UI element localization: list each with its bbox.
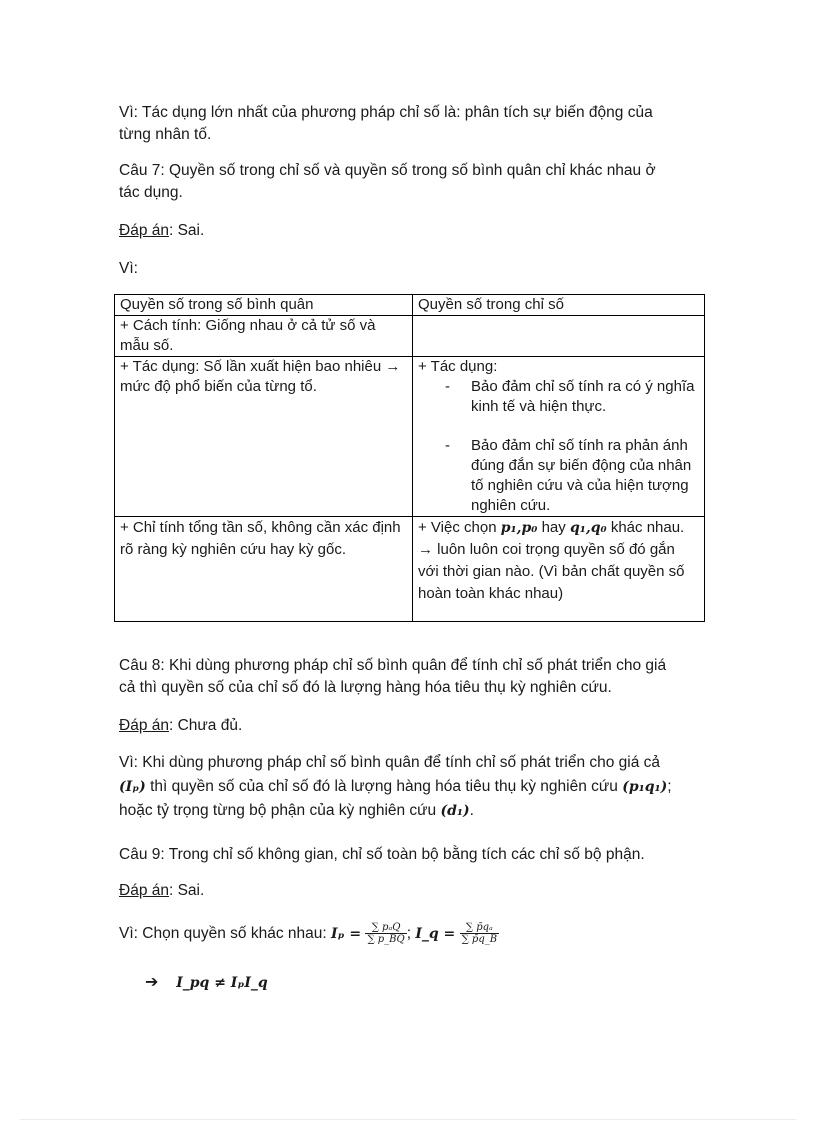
answer-label: Đáp án — [119, 222, 169, 239]
dash-bullet-icon: - — [445, 437, 450, 454]
math-symbol: I_q = — [415, 926, 456, 942]
fraction-denominator: ∑ p̄q_B — [461, 934, 498, 946]
conclusion-formula: I_pq ≠ IₚI_q — [176, 975, 268, 991]
list-item-text: Bảo đảm chỉ số tính ra phản ánh đúng đắn sự biến động của nhân tố nghiên cứu và của hiện tượng nghiên cứu. — [471, 437, 692, 514]
list-item-text: Bảo đảm chỉ số tính ra có ý nghĩa kinh tế và hiện thực. — [471, 378, 695, 415]
math-symbol: Iₚ = — [330, 926, 362, 942]
question-8-line-1: Câu 8: Khi dùng phương pháp chỉ số bình quân để tính chỉ số phát triển cho giá — [119, 657, 667, 674]
answer-value: : Sai. — [168, 222, 205, 239]
table-header-row — [115, 295, 705, 316]
explanation-text: Vì: Khi dùng phương pháp chỉ số bình quân để tính chỉ số phát triển cho giá cả — [119, 754, 661, 771]
page-divider — [20, 1119, 796, 1120]
question-8-explanation — [119, 751, 699, 823]
table-header-cell: Quyền số trong số bình quân — [115, 295, 413, 316]
arrow-icon: ➔ — [145, 974, 159, 991]
list-item — [418, 436, 699, 516]
fraction-numerator: ∑ p̄qₐ — [460, 922, 499, 934]
table-cell-text: → luôn luôn coi trọng quyền số đó gắn với thời gian nào. (Vì bản chất quyền số hoàn toàn khác nhau) — [418, 541, 685, 602]
math-symbol: q₁,q₀ — [569, 520, 607, 536]
question-9-answer — [119, 880, 699, 902]
question-7-line-2: tác dụng. — [119, 184, 183, 201]
explanation-text: Vì: Chọn quyền số khác nhau: — [119, 925, 331, 942]
question-9-explanation — [119, 917, 699, 951]
table-cell-empty — [413, 316, 705, 357]
intro-paragraph — [119, 102, 699, 146]
separator: ; — [406, 925, 412, 942]
table-cell: + Cách tính: Giống nhau ở cả tử số và mẫu số. — [115, 316, 413, 357]
table-cell — [413, 517, 705, 622]
fraction — [460, 922, 499, 945]
explanation-text: ; — [667, 778, 672, 795]
table-cell-text: + Việc chọn — [418, 519, 501, 536]
question-8 — [119, 655, 699, 699]
intro-line-2: từng nhân tố. — [119, 126, 212, 143]
table-cell — [413, 357, 705, 517]
table-header-cell: Quyền số trong chỉ số — [413, 295, 705, 316]
question-8-line-2: cả thì quyền số của chỉ số đó là lượng hàng hóa tiêu thụ kỳ nghiên cứu. — [119, 679, 612, 696]
answer-value: : Sai. — [168, 882, 205, 899]
answer-label: Đáp án — [119, 717, 169, 734]
comparison-table — [114, 294, 705, 622]
fraction-denominator: ∑ p_BQ — [367, 934, 405, 946]
conclusion-line — [145, 972, 268, 992]
table-cell: + Chỉ tính tổng tần số, không cần xác định rõ ràng kỳ nghiên cứu hay kỳ gốc. — [115, 517, 413, 622]
table-row — [115, 357, 705, 517]
explanation-text: thì quyền số của chỉ số đó là lượng hàng hóa tiêu thụ kỳ nghiên cứu — [145, 778, 623, 795]
question-7-answer — [119, 220, 699, 242]
math-symbol: p₁,p₀ — [500, 520, 538, 536]
explanation-text: hoặc tỷ trọng từng bộ phận của kỳ nghiên cứu — [119, 802, 441, 819]
table-cell-text: hay — [537, 519, 570, 536]
question-7 — [119, 160, 699, 204]
dash-bullet-icon: - — [445, 378, 450, 395]
intro-line-1: Vì: Tác dụng lớn nhất của phương pháp chỉ số là: phân tích sự biến động của — [119, 104, 653, 121]
table-cell: + Tác dụng: Số lần xuất hiện bao nhiêu → mức độ phổ biến của từng tổ. — [115, 357, 413, 517]
fraction — [365, 922, 406, 945]
question-9: Câu 9: Trong chỉ số không gian, chỉ số toàn bộ bằng tích các chỉ số bộ phận. — [119, 846, 645, 863]
question-7-because: Vì: — [119, 260, 138, 277]
table-row — [115, 316, 705, 357]
fraction-numerator: ∑ pₐQ — [365, 922, 406, 934]
question-8-answer — [119, 715, 699, 737]
answer-value: : Chưa đủ. — [168, 717, 243, 734]
table-row — [115, 517, 705, 622]
math-symbol: (p₁q₁) — [622, 779, 668, 795]
explanation-text: . — [469, 802, 474, 819]
answer-label: Đáp án — [119, 882, 169, 899]
table-cell-text: khác nhau. — [606, 519, 685, 536]
table-cell-heading: + Tác dụng: — [418, 358, 498, 375]
math-symbol: (Iₚ) — [119, 779, 146, 795]
math-symbol: (d₁) — [440, 803, 470, 819]
list-item — [418, 377, 699, 417]
question-7-line-1: Câu 7: Quyền số trong chỉ số và quyền số trong số bình quân chỉ khác nhau ở — [119, 162, 656, 179]
